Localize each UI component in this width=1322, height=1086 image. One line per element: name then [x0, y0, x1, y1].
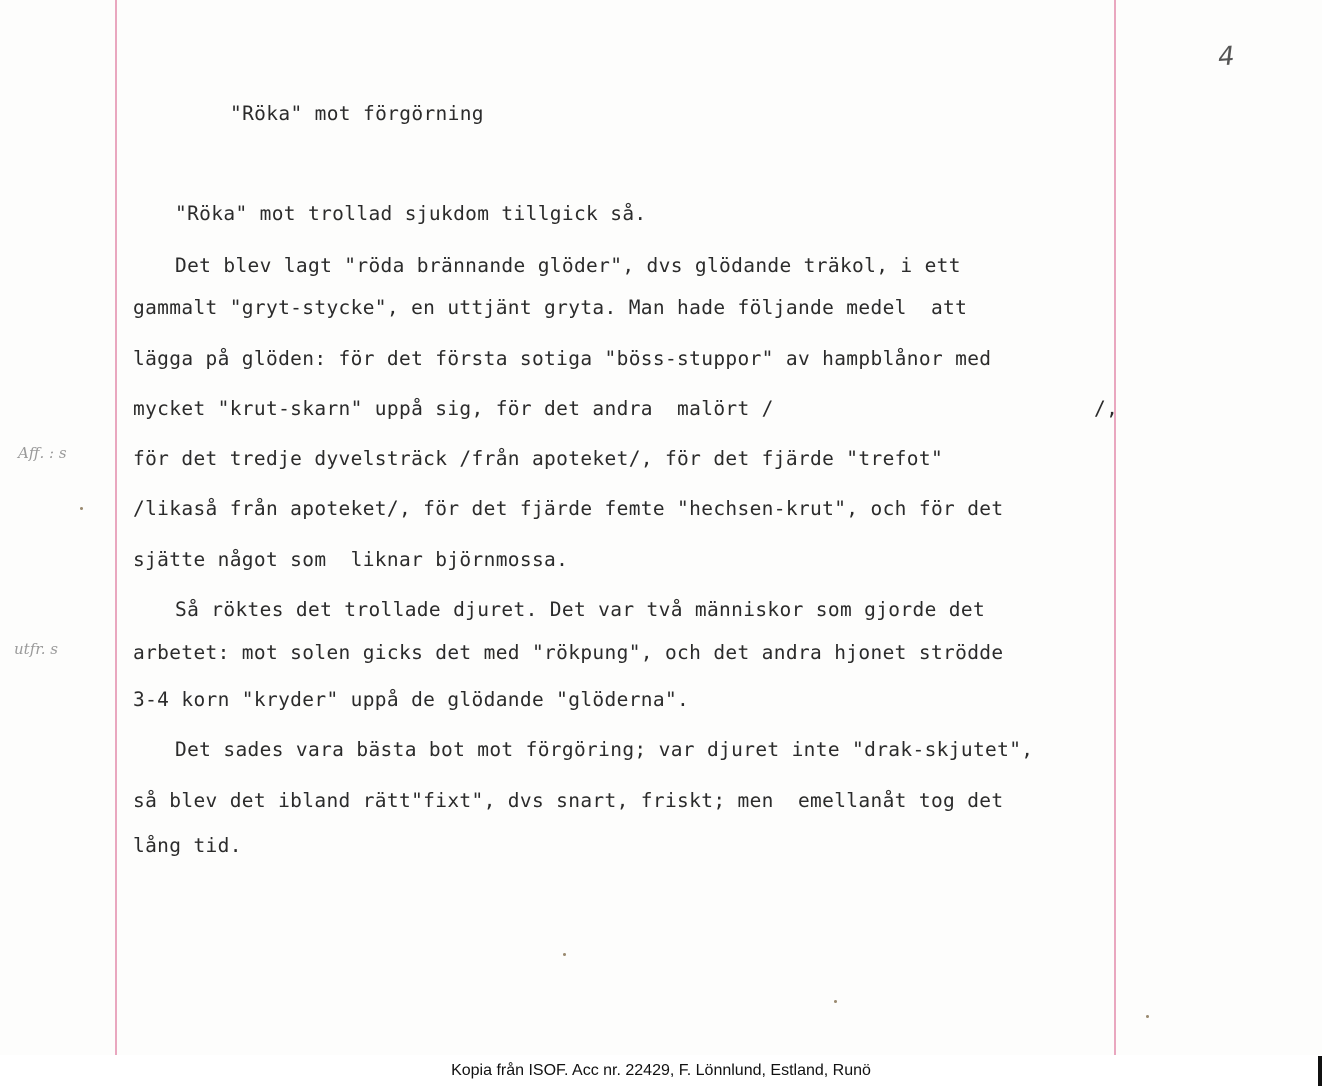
text-line-10: arbetet: mot solen gicks det med "rökpung", och det andra hjonet strödde: [133, 641, 1004, 664]
archive-footer: Kopia från ISOF. Acc nr. 22429, F. Lönnlund, Estland, Runö: [451, 1062, 871, 1079]
text-line-3: gammalt "gryt-stycke", en uttjänt gryta. Man hade följande medel att: [133, 296, 968, 319]
text-line-9: Så röktes det trollade djuret. Det var två människor som gjorde det: [175, 598, 986, 621]
text-line-1: "Röka" mot trollad sjukdom tillgick så.: [175, 202, 647, 225]
text-line-11: 3-4 korn "kryder" uppå de glödande "glöderna".: [133, 688, 690, 711]
text-line-2: Det blev lagt "röda brännande glöder", dvs glödande träkol, i ett: [175, 254, 961, 277]
text-line-14: lång tid.: [133, 834, 242, 857]
text-line-8: sjätte något som liknar björnmossa.: [133, 548, 569, 571]
paper-speck: [563, 953, 566, 956]
paper-speck: [834, 1000, 837, 1003]
text-line-13: så blev det ibland rätt"fixt", dvs snart, friskt; men emellanåt tog det: [133, 789, 1004, 812]
text-line-5: mycket "krut-skarn" uppå sig, för det andra malört /: [133, 397, 774, 420]
margin-note-2: utfr. s: [14, 640, 58, 658]
text-line-12: Det sades vara bästa bot mot förgöring; var djuret inte "drak-skjutet",: [175, 738, 1034, 761]
text-line-4: lägga på glöden: för det första sotiga "böss-stuppor" av hampblånor med: [133, 347, 992, 370]
page-title: "Röka" mot förgörning: [230, 102, 484, 125]
text-line-7: /likaså från apoteket/, för det fjärde femte "hechsen-krut", och för det: [133, 497, 1004, 520]
paper-speck: [1146, 1015, 1149, 1018]
text-line-6: för det tredje dyvelsträck /från apoteket/, för det fjärde "trefot": [133, 447, 944, 470]
right-margin-line: [1114, 0, 1116, 1055]
page-number: 4: [1216, 41, 1236, 73]
left-margin-line: [115, 0, 117, 1055]
scan-edge-bar: [1318, 1056, 1322, 1086]
paper-speck: [80, 507, 83, 510]
text-line-5-end: /,: [1094, 397, 1119, 420]
margin-note-1: Aff. : s: [18, 444, 67, 462]
